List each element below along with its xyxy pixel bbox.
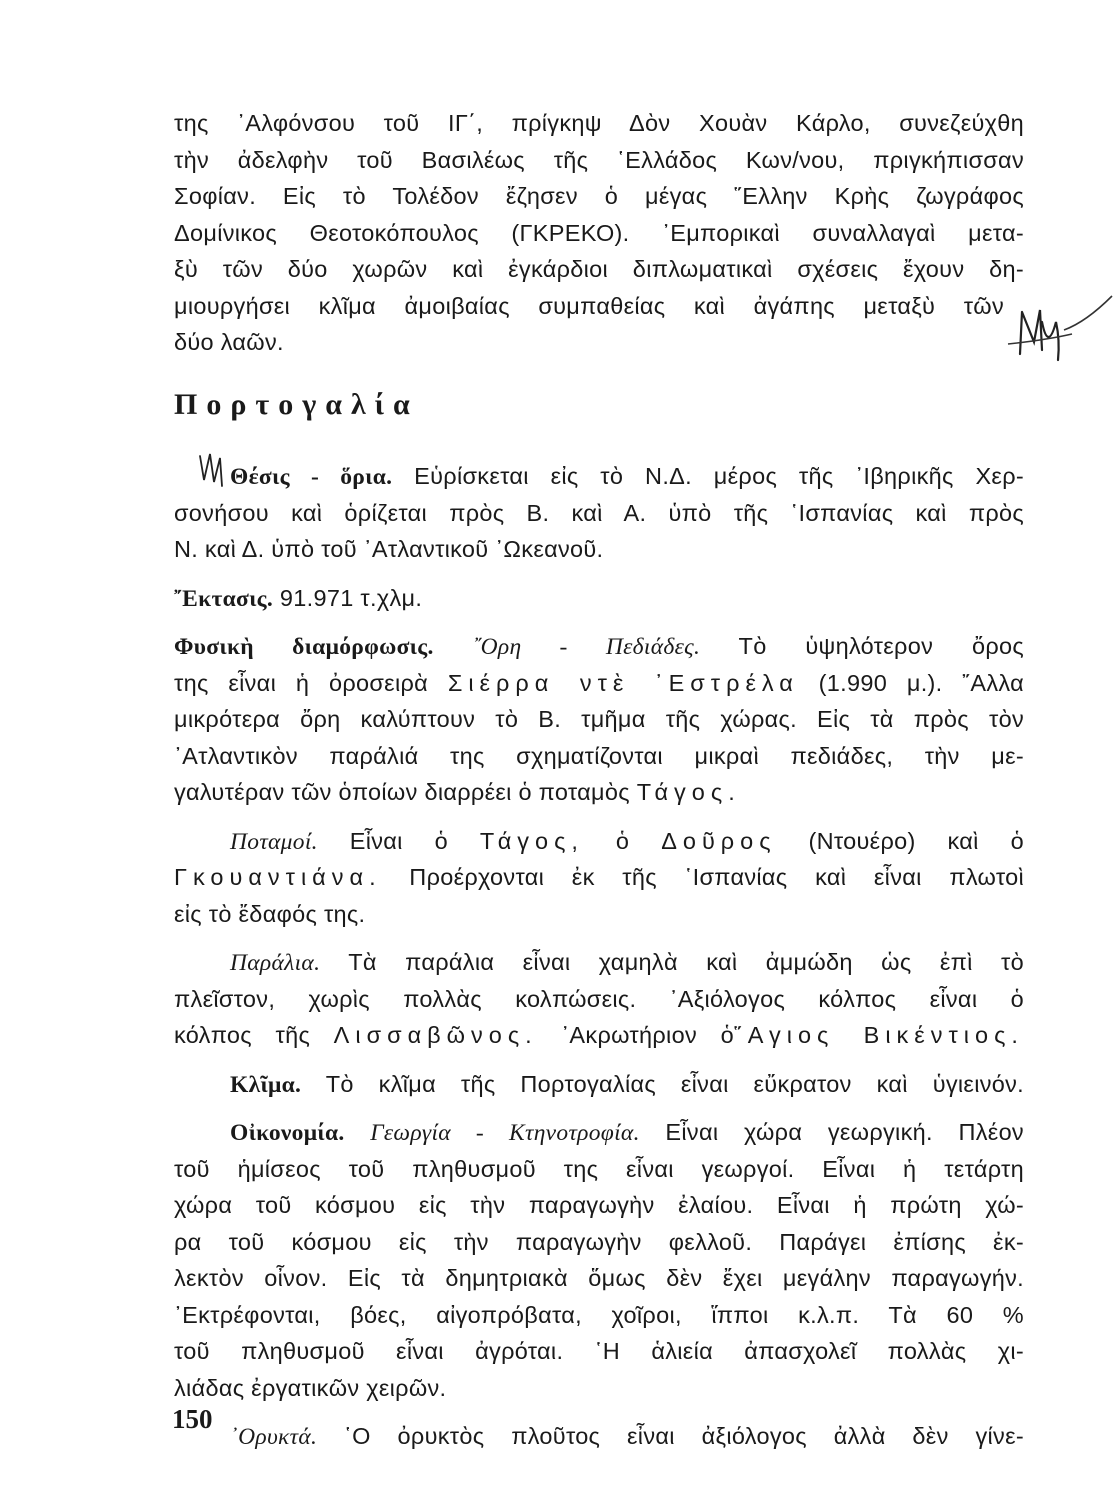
thesis-label: Θέσις - ὅρια. [230, 464, 393, 490]
text-line: ᾿Ατλαντικὸν παράλιά της σχηματίζονται μικραὶ πεδιάδες, τὴν με- [174, 742, 1024, 769]
text-line: χώρα τοῦ κόσμου εἰς τὴν παραγωγὴν ἐλαίου. Εἶναι ἡ πρώτη χώ- [174, 1192, 1024, 1218]
text-line [174, 774, 1024, 811]
river-name: Γκουαντιάνα. [174, 864, 382, 890]
physical-label: Φυσικὴ διαμόρφωσις. [174, 634, 434, 660]
text-span: (Ντουέρο) καὶ ὁ [808, 827, 1024, 854]
river-name: Τάγος, [479, 827, 584, 854]
text-span: Τὸ κλῖμα τῆς Πορτογαλίας εἶναι εὔκρατον καὶ ὑγιεινόν. [325, 1070, 1025, 1097]
thesis-text: Εὑρίσκεται εἰς τὸ Ν.Δ. μέρος τῆς ᾿Ιβηρικῆς Χερ- [414, 463, 1024, 489]
text-span: Εἶναι χώρα γεωργική. Πλέον [665, 1119, 1024, 1145]
mountain-name: Σιέρρα ντὲ ᾿Εστρέλα [447, 669, 799, 696]
text-line: μικρότερα ὄρη καλύπτουν τὸ Β. τμῆμα τῆς χώρας. Εἰς τὰ πρὸς τὸν [174, 706, 1024, 732]
text-span: ᾿Ακρωτήριον ὁ [561, 1022, 734, 1048]
text-line: λεκτὸν οἶνον. Εἰς τὰ δημητριακὰ ὅμως δὲν ἔχει μεγάλην παραγωγήν. [174, 1265, 1024, 1291]
minerals-line [174, 1418, 1024, 1455]
text-span: κόλπος τῆς [174, 1022, 311, 1048]
text-line: σονήσου καὶ ὁρίζεται πρὸς Β. καὶ Α. ὑπὸ τῆς ῾Ισπανίας καὶ πρὸς [174, 499, 1024, 526]
text-span: Εἶναι ὁ [349, 827, 448, 854]
section-heading: Πορτογαλία [174, 388, 419, 421]
text-line: Δομίνικος Θεοτοκόπουλος (ΓΚΡΕΚΟ). ᾿Εμπορικαὶ συναλλαγαὶ μετα- [174, 219, 1024, 246]
economy-line [174, 1114, 1024, 1151]
text-span: της εἶναι ἡ ὀροσειρὰ [174, 669, 429, 696]
rivers-label: Ποταμοί. [230, 828, 318, 855]
text-span: ῾Ο ὀρυκτὸς πλοῦτος εἶναι ἀξιόλογος ἀλλὰ δὲν γίνε- [344, 1423, 1024, 1449]
river-name: Δοῦρος [661, 827, 777, 854]
coast-line [174, 944, 1024, 981]
city-name: Λισσαβῶνος. [333, 1022, 538, 1048]
text-line [174, 665, 1024, 702]
page-number: 150 [172, 1404, 213, 1434]
economy-label: Οἰκονομία. [230, 1120, 345, 1146]
text-line: τοῦ πληθυσμοῦ εἶναι ἀγρόται. ῾Η ἁλιεία ἀπασχολεῖ πολλὰς χι- [174, 1338, 1024, 1364]
text-span: Προέρχονται ἐκ τῆς ῾Ισπανίας καὶ εἶναι πλωτοὶ [409, 864, 1024, 890]
text-line [174, 1017, 1024, 1054]
text-line: τοῦ ἡμίσεος τοῦ πληθυσμοῦ της εἶναι γεωργοί. Εἶναι ἡ τετάρτη [174, 1155, 1024, 1182]
text-line: Ν. καὶ Δ. ὑπὸ τοῦ ᾿Ατλαντικοῦ ᾿Ωκεανοῦ. [174, 536, 604, 562]
physical-line [174, 628, 1024, 665]
text-line: μιουργήσει κλῖμα ἀμοιβαίας συμπαθείας καὶ ἀγάπης μεταξὺ τῶν [174, 292, 1004, 319]
text-span: (1.990 μ.). ῎Αλλα [818, 669, 1024, 696]
text-line: τὴν ἀδελφὴν τοῦ Βασιλέως τῆς ῾Ελλάδος Κων/νου, πριγκήπισσαν [174, 146, 1024, 173]
text-line: της ᾿Αλφόνσου τοῦ ΙΓ΄, πρίγκηψ Δὸν Χουὰν Κάρλο, συνεζεύχθη [174, 110, 1024, 136]
area-line [174, 580, 1024, 617]
text-line: δύο λαῶν. [174, 329, 284, 355]
text-line: Σοφίαν. Εἰς τὸ Τολέδον ἔζησεν ὁ μέγας ῞Ελλην Κρὴς ζωγράφος [174, 183, 1024, 209]
text-line: ρα τοῦ κόσμου εἰς τὴν παραγωγὴν φελλοῦ. Παράγει ἐπίσης ἐκ- [174, 1228, 1024, 1255]
area-label: ῎Εκτασις. [174, 585, 274, 612]
text-line: πλεῖστον, χωρὶς πολλὰς κολπώσεις. ᾿Αξιόλογος κόλπος εἶναι ὁ [174, 985, 1024, 1012]
text-line: ξὺ τῶν δύο χωρῶν καὶ ἐγκάρδιοι διπλωματικαὶ σχέσεις ἔχουν δη- [174, 256, 1024, 282]
cape-name: ῞Αγιος Βικέντιος. [733, 1022, 1024, 1048]
text-line: λιάδας ἐργατικῶν χειρῶν. [174, 1374, 447, 1401]
text-line: ᾿Εκτρέφονται, βόες, αἰγοπρόβατα, χοῖροι, ἵπποι κ.λ.π. Τὰ 60 % [174, 1301, 1024, 1328]
river-name: Τάγος. [636, 779, 741, 805]
physical-sub: ῎Ορη - Πεδιάδες. [472, 634, 701, 660]
coast-label: Παράλια. [230, 950, 321, 976]
minerals-label: ᾿Ορυκτά. [230, 1424, 318, 1450]
rivers-line [174, 823, 1024, 860]
text-line [174, 859, 1024, 896]
climate-label: Κλῖμα. [230, 1071, 302, 1098]
text-span: Τὸ ὑψηλότερον ὄρος [738, 633, 1024, 659]
text-line: εἰς τὸ ἔδαφός της. [174, 900, 366, 927]
thesis-line [174, 458, 1024, 495]
text-span: γαλυτέραν τῶν ὁποίων διαρρέει ὁ ποταμὸς [174, 779, 630, 805]
intro-paragraph [174, 105, 1024, 361]
climate-line [174, 1066, 1024, 1103]
text-span: ὁ [615, 827, 630, 854]
content-sections [174, 458, 1024, 1455]
area-value: 91.971 τ.χλμ. [279, 584, 423, 611]
economy-sub: Γεωργία - Κτηνοτροφία. [370, 1120, 640, 1146]
handwritten-initials-mark [1006, 282, 1116, 362]
text-span: Τὰ παράλια εἶναι χαμηλὰ καὶ ἀμμώδη ὡς ἐπὶ τὸ [348, 949, 1025, 975]
